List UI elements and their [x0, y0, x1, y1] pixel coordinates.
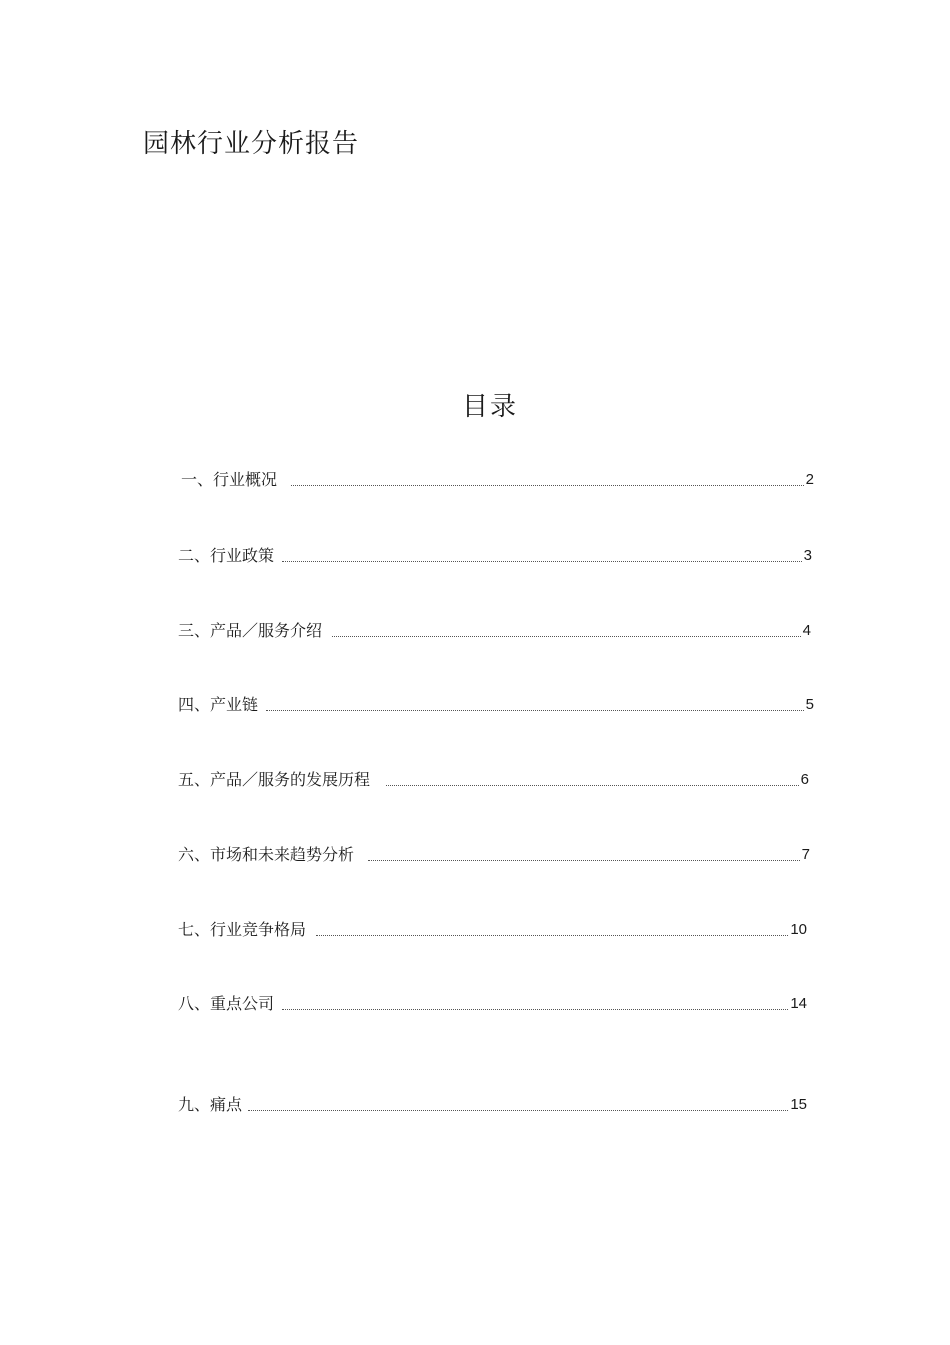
toc-entry[interactable]: [178, 617, 811, 641]
toc-entry-page: 14: [790, 995, 807, 1012]
toc-dot-leader: [332, 636, 801, 637]
toc-entry-label: 二、行业政策: [178, 546, 275, 565]
toc-entry-label: 八、重点公司: [178, 994, 275, 1013]
toc-dot-leader: [386, 785, 799, 786]
toc-dot-leader: [248, 1110, 788, 1111]
toc-entry-label: 一、行业概况: [181, 470, 278, 489]
toc-entry[interactable]: [178, 990, 807, 1014]
toc-entry-label: 四、产业链: [178, 695, 259, 714]
toc-entry-page: 15: [790, 1096, 807, 1113]
toc-entry[interactable]: [181, 466, 814, 490]
toc-entry-page: 6: [800, 771, 809, 788]
toc-entry-page: 7: [801, 846, 810, 863]
toc-entry-page: 5: [805, 696, 814, 713]
toc-entry-page: 10: [790, 921, 807, 938]
toc-dot-leader: [282, 1009, 788, 1010]
toc-entry[interactable]: [178, 691, 814, 715]
toc-entry-page: 3: [803, 547, 812, 564]
toc-entry-label: 七、行业竞争格局: [178, 920, 307, 939]
toc-entry[interactable]: [178, 916, 807, 940]
toc-dot-leader: [282, 561, 802, 562]
toc-entry-page: 2: [805, 471, 814, 488]
toc-entry[interactable]: [178, 841, 810, 865]
toc-dot-leader: [368, 860, 800, 861]
toc-entry-label: 九、痛点: [178, 1095, 243, 1114]
toc-entry-page: 4: [802, 622, 811, 639]
toc-entry-label: 六、市场和未来趋势分析: [178, 845, 355, 864]
toc-entry[interactable]: [178, 1091, 807, 1115]
toc-dot-leader: [316, 935, 788, 936]
toc-entry[interactable]: [178, 542, 812, 566]
toc-entry-label: 五、产品／服务的发展历程: [178, 770, 371, 789]
toc-dot-leader: [266, 710, 804, 711]
toc-entry-label: 三、产品／服务介绍: [178, 621, 323, 640]
toc-heading: 目录: [461, 392, 518, 422]
document-title: 园林行业分析报告: [143, 129, 360, 159]
toc-entry[interactable]: [178, 766, 809, 790]
toc-dot-leader: [291, 485, 804, 486]
